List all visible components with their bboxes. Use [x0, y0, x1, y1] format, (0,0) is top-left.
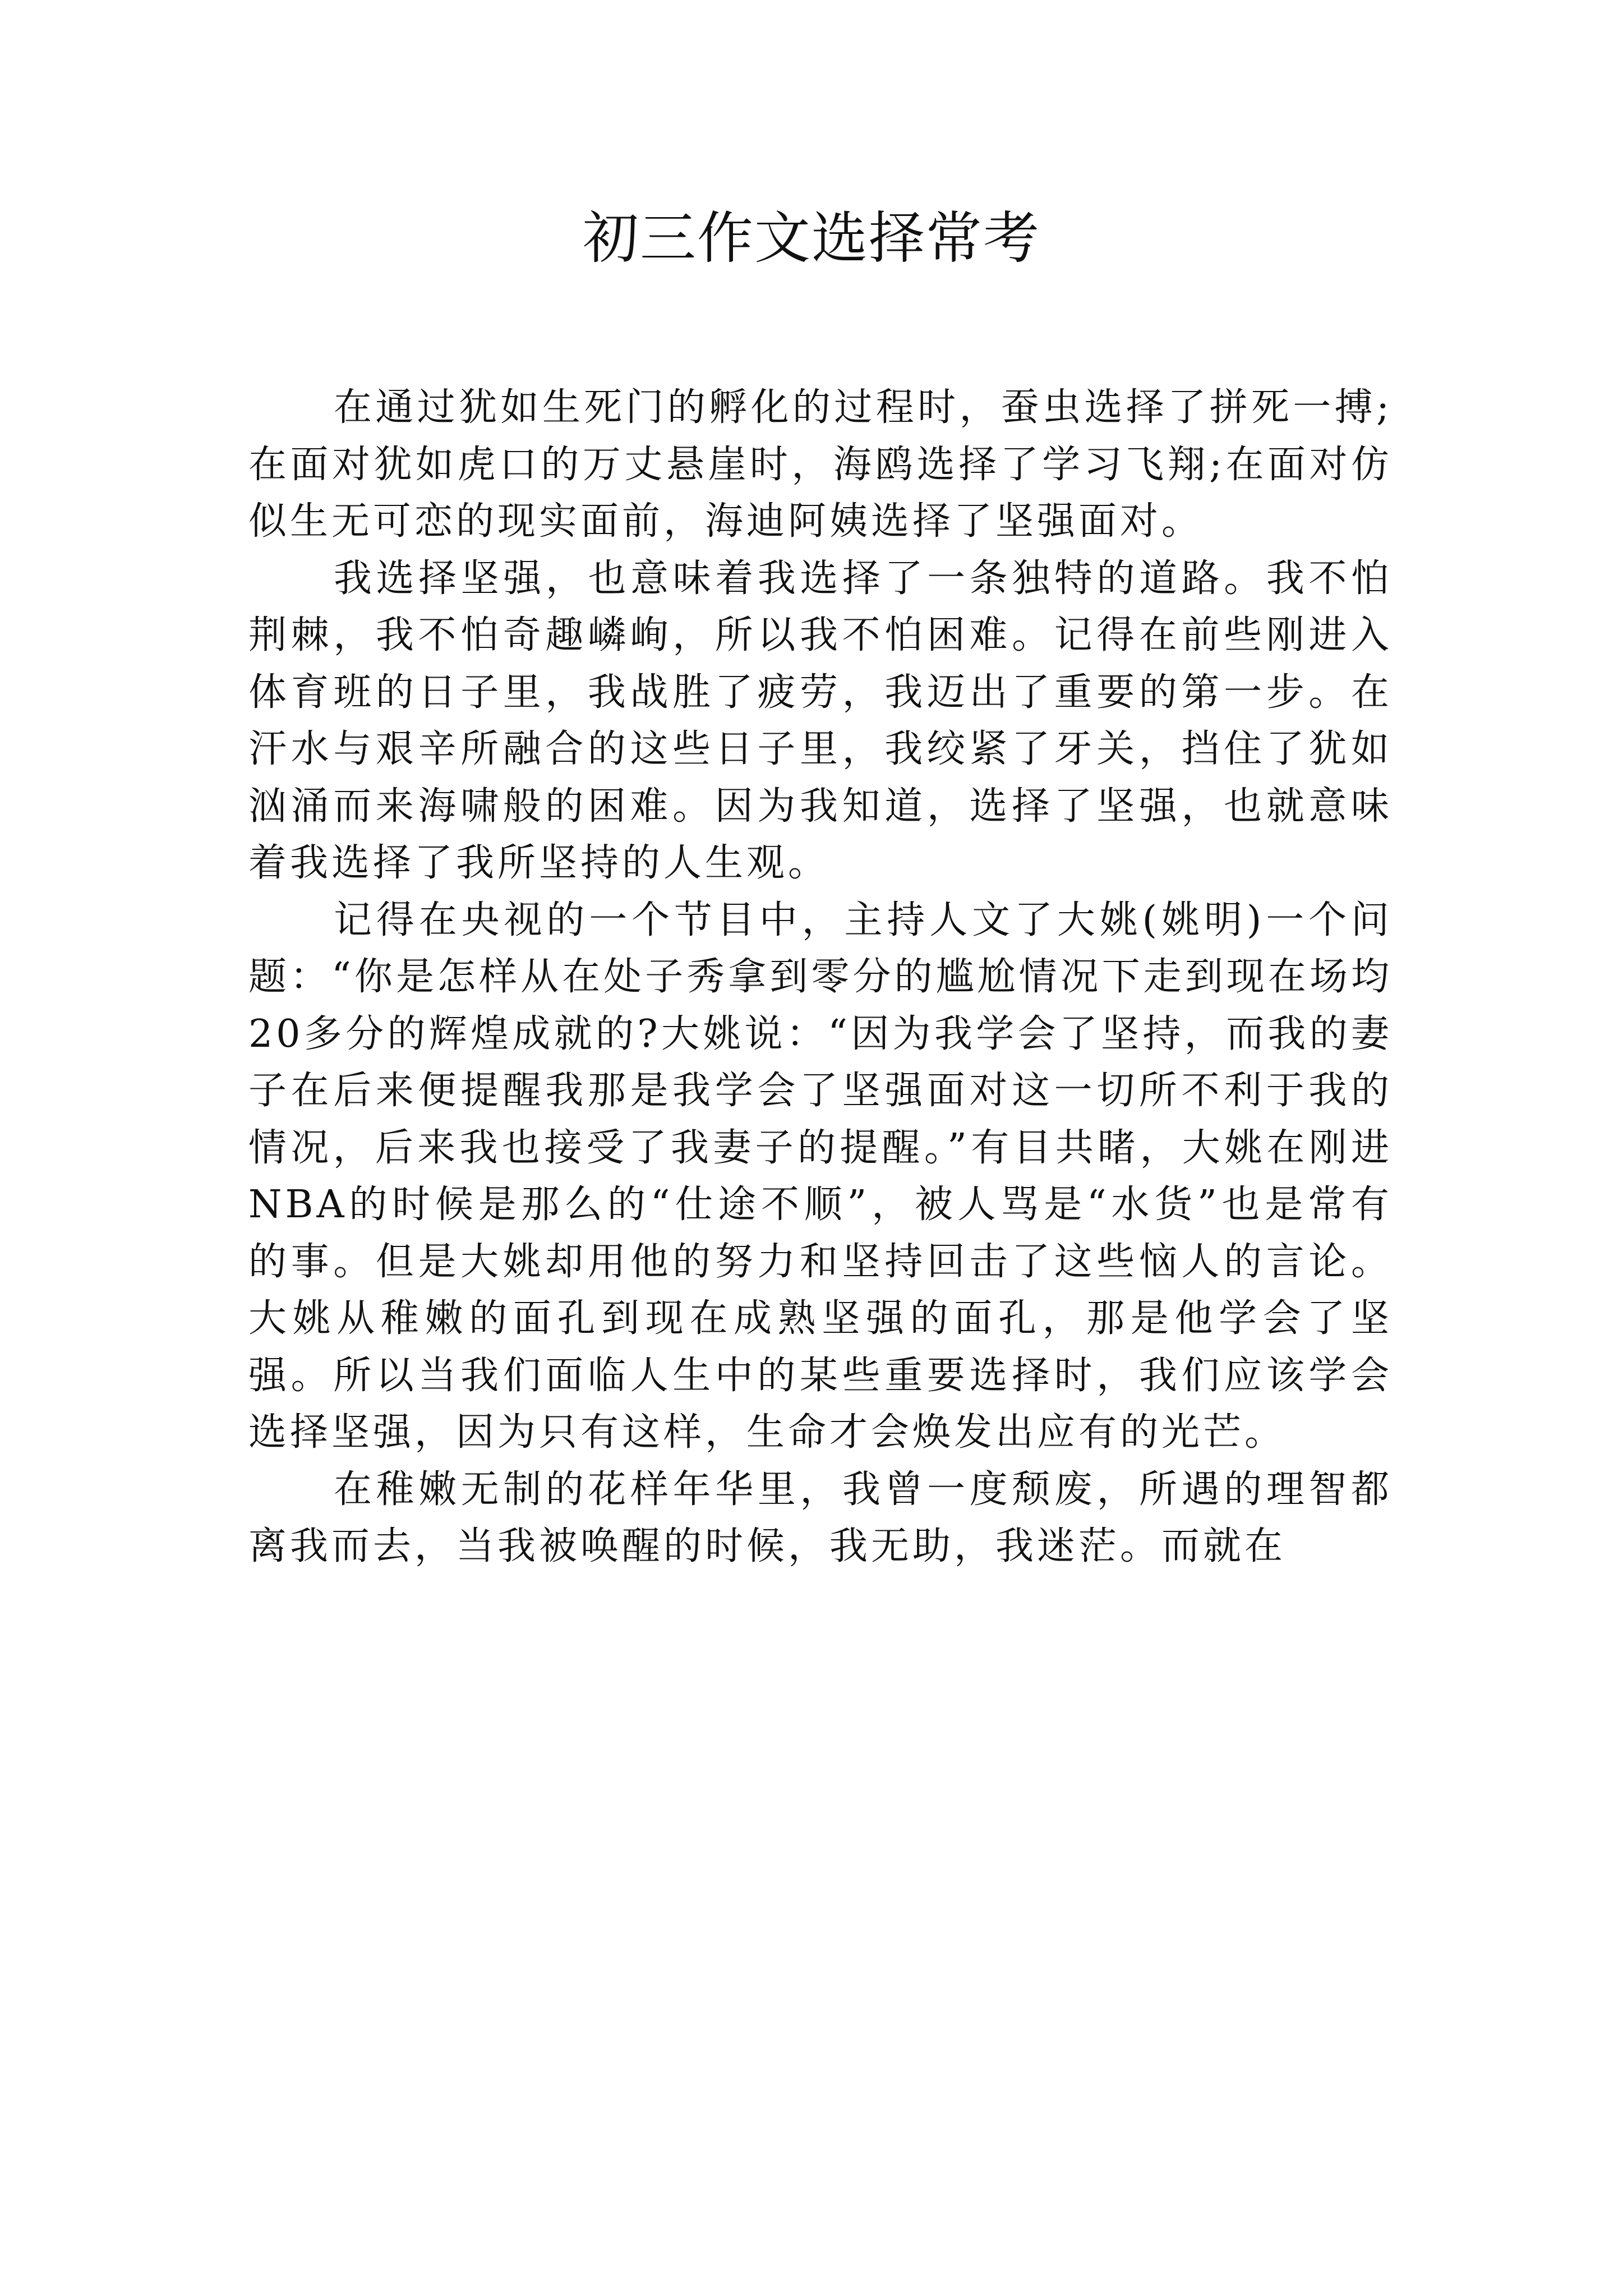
paragraph-3: 记得在央视的一个节目中，主持人文了大姚(姚明)一个问题：“你是怎样从在处子秀拿到零分的尴尬情况下走到现在场均20多分的辉煌成就的?大姚说：“因为我学会了坚持，而我的妻子在后来便提醒我那是我学会了坚强面对这一切所不利于我的情况，后来我也接受了我妻子的提醒。”有目共睹，大姚在刚进NBA的时候是那么的“仕途不顺”，被人骂是“水货”也是常有的事。但是大姚却用他的努力和坚持回击了这些恼人的言论。大姚从稚嫩的面孔到现在成熟坚强的面孔，那是他学会了坚强。所以当我们面临人生中的某些重要选择时，我们应该学会选择坚强，因为只有这样，生命才会焕发出应有的光芒。 — [248, 898, 1393, 1455]
document-title: 初三作文选择常考 — [583, 205, 1040, 271]
paragraph-4: 在稚嫩无制的花样年华里，我曾一度颓废，所遇的理智都离我而去，当我被唤醒的时候，我无助，我迷茫。而就在 — [248, 1467, 1393, 1568]
document-body — [248, 379, 1393, 1575]
paragraph-2: 我选择坚强，也意味着我选择了一条独特的道路。我不怕荆棘，我不怕奇趣嶙峋，所以我不怕困难。记得在前些刚进入体育班的日子里，我战胜了疲劳，我迈出了重要的第一步。在汗水与艰辛所融合的这些日子里，我绞紧了牙关，挡住了犹如汹涌而来海啸般的困难。因为我知道，选择了坚强，也就意味着我选择了我所坚持的人生观。 — [248, 556, 1393, 885]
paragraph-1: 在通过犹如生死门的孵化的过程时，蚕虫选择了拼死一搏;在面对犹如虎口的万丈悬崖时，海鸥选择了学习飞翔;在面对仿似生无可恋的现实面前，海迪阿姨选择了坚强面对。 — [248, 385, 1393, 544]
